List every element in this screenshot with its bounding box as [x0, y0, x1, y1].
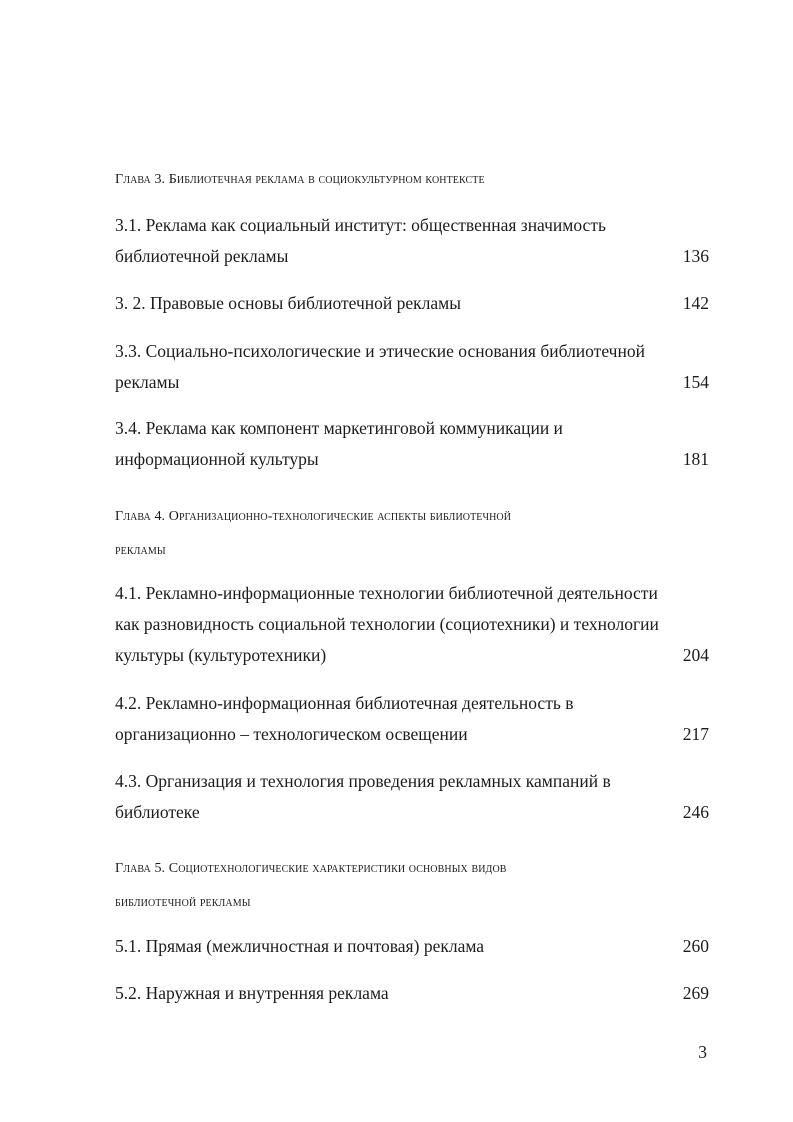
toc-entry-text: библиотечной рекламы [115, 246, 289, 266]
chapter-heading-line: рекламы [115, 543, 166, 558]
toc-entry-line: 3.3. Социально-психологические и этические основания библиотечной [115, 341, 645, 361]
toc-entry-4-2 [115, 688, 709, 750]
toc-page-number: 204 [682, 645, 709, 665]
toc-page-number: 217 [682, 724, 709, 744]
toc-entry-4-1 [115, 578, 709, 671]
chapter-heading-line: Глава 3. Библиотечная реклама в социокультурном контексте [115, 172, 485, 187]
toc-page-number: 269 [682, 983, 709, 1003]
chapter-heading-line: библиотечной рекламы [115, 895, 251, 910]
toc-entry-text: 5.1. Прямая (межличностная и почтовая) реклама [115, 936, 485, 956]
toc-entry-line [115, 444, 709, 475]
toc-entry-3-4 [115, 413, 709, 475]
toc-page-number: 246 [682, 802, 709, 822]
toc-entry-5-1 [115, 931, 709, 962]
toc-entry-text: информационной культуры [115, 449, 319, 469]
toc-page-number: 136 [682, 246, 709, 266]
toc-page-number: 260 [682, 936, 709, 956]
toc-entry-line [115, 931, 709, 962]
chapter-5-heading [115, 852, 709, 920]
toc-entry-text: 5.2. Наружная и внутренняя реклама [115, 983, 389, 1003]
toc-entry-4-3 [115, 766, 709, 828]
toc-entry-line: как разновидность социальной технологии (социотехники) и технологии [115, 614, 659, 634]
toc-entry-line [115, 719, 709, 750]
toc-page-number: 181 [682, 449, 709, 469]
toc-entry-line: 4.2. Рекламно-информационная библиотечная деятельность в [115, 693, 574, 713]
toc-entry-line: 3.1. Реклама как социальный институт: общественная значимость [115, 215, 606, 235]
toc-entry-3-3 [115, 336, 709, 398]
toc-entry-text: рекламы [115, 372, 180, 392]
chapter-4-heading [115, 500, 709, 568]
toc-entry-text: организационно – технологическом освещении [115, 724, 468, 744]
toc-entry-line [115, 241, 709, 272]
toc-page-number: 142 [682, 293, 709, 313]
toc-page-number: 154 [682, 372, 709, 392]
chapter-3-heading [115, 163, 709, 197]
toc-entry-line [115, 978, 709, 1009]
page-number: 3 [698, 1042, 707, 1062]
toc-entry-3-2 [115, 288, 709, 319]
chapter-heading-line: Глава 5. Социотехнологические характеристики основных видов [115, 861, 507, 876]
toc-entry-line: 4.3. Организация и технология проведения рекламных кампаний в [115, 771, 611, 791]
toc-entry-line [115, 367, 709, 398]
toc-entry-3-1 [115, 210, 709, 272]
toc-entry-text: культуры (культуротехники) [115, 645, 327, 665]
toc-entry-line [115, 640, 709, 671]
chapter-heading-line: Глава 4. Организационно-технологические аспекты библиотечной [115, 509, 512, 524]
toc-entry-5-2 [115, 978, 709, 1009]
toc-entry-text: 3. 2. Правовые основы библиотечной рекламы [115, 293, 462, 313]
toc-entry-text: библиотеке [115, 802, 200, 822]
toc-entry-line: 3.4. Реклама как компонент маркетинговой коммуникации и [115, 418, 563, 438]
toc-entry-line: 4.1. Рекламно-информационные технологии библиотечной деятельности [115, 583, 658, 603]
toc-entry-line [115, 797, 709, 828]
toc-entry-line [115, 288, 709, 319]
